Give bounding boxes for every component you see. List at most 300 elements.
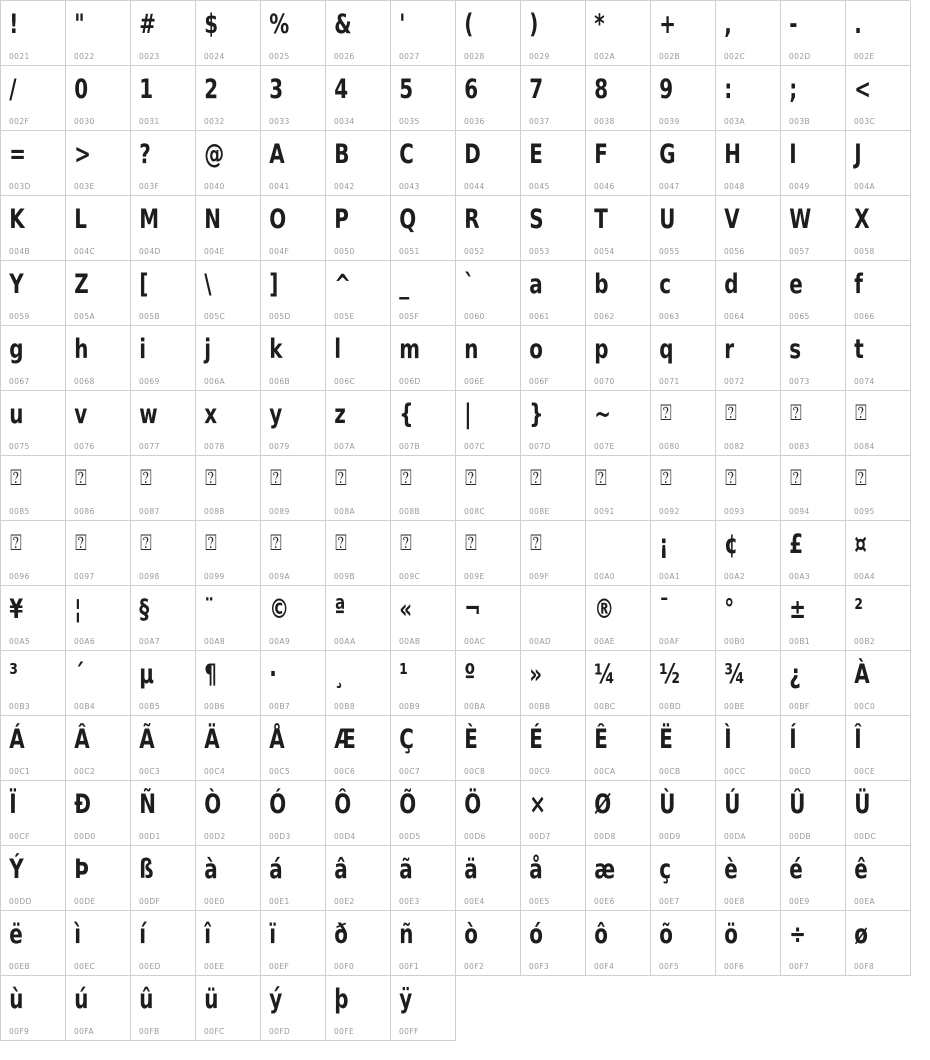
glyph-cell[interactable] — [586, 911, 651, 976]
glyph-cell[interactable] — [261, 1, 326, 66]
glyph-cell[interactable] — [521, 846, 586, 911]
glyph-cell[interactable] — [391, 976, 456, 1041]
glyph-cell[interactable] — [261, 716, 326, 781]
glyph-cell[interactable] — [781, 391, 846, 456]
glyph-cell[interactable] — [521, 131, 586, 196]
glyph-codepoint: 0098 — [139, 571, 160, 581]
glyph-cell[interactable] — [66, 1, 131, 66]
glyph-cell[interactable] — [456, 326, 521, 391]
glyph-cell[interactable] — [131, 131, 196, 196]
glyph-cell[interactable] — [196, 196, 261, 261]
glyph-cell[interactable] — [846, 131, 911, 196]
glyph-cell[interactable] — [456, 716, 521, 781]
glyph-cell[interactable] — [651, 1, 716, 66]
glyph-codepoint: 00AE — [594, 636, 616, 646]
glyph-cell[interactable] — [261, 391, 326, 456]
glyph-cell[interactable] — [1, 586, 66, 651]
glyph-cell[interactable] — [586, 846, 651, 911]
glyph-cell[interactable] — [131, 391, 196, 456]
glyph-cell[interactable] — [1, 976, 66, 1041]
glyph-cell[interactable] — [456, 911, 521, 976]
glyph-character: û — [139, 983, 154, 1015]
glyph-character: o — [529, 333, 543, 365]
glyph-codepoint: 0062 — [594, 311, 615, 321]
glyph-cell[interactable] — [521, 651, 586, 716]
glyph-cell[interactable] — [586, 781, 651, 846]
glyph-cell[interactable] — [196, 781, 261, 846]
glyph-cell[interactable] — [261, 846, 326, 911]
glyph-character: m — [399, 333, 420, 365]
glyph-cell[interactable] — [586, 391, 651, 456]
glyph-cell[interactable] — [131, 976, 196, 1041]
glyph-cell[interactable] — [391, 716, 456, 781]
glyph-cell[interactable] — [781, 456, 846, 521]
glyph-cell[interactable] — [261, 521, 326, 586]
glyph-character — [586, 521, 638, 567]
glyph-character: á — [269, 853, 283, 885]
glyph-cell[interactable] — [66, 586, 131, 651]
glyph-cell[interactable] — [846, 196, 911, 261]
glyph-cell[interactable] — [716, 651, 781, 716]
glyph-cell[interactable] — [261, 976, 326, 1041]
glyph-cell[interactable] — [66, 66, 131, 131]
glyph-cell[interactable] — [456, 131, 521, 196]
glyph-codepoint: 003F — [139, 181, 160, 191]
glyph-cell[interactable] — [716, 391, 781, 456]
glyph-cell[interactable] — [456, 66, 521, 131]
glyph-cell[interactable] — [781, 651, 846, 716]
glyph-cell[interactable] — [846, 846, 911, 911]
glyph-codepoint: 007D — [529, 441, 551, 451]
glyph-codepoint: 0023 — [139, 51, 160, 61]
glyph-cell[interactable] — [651, 716, 716, 781]
glyph-cell[interactable] — [716, 521, 781, 586]
glyph-cell[interactable] — [651, 781, 716, 846]
glyph-cell[interactable] — [326, 1, 391, 66]
glyph-cell[interactable] — [1, 716, 66, 781]
glyph-cell[interactable] — [781, 1, 846, 66]
glyph-cell[interactable] — [1, 781, 66, 846]
glyph-codepoint: 00CC — [724, 766, 746, 776]
glyph-cell[interactable] — [846, 1, 911, 66]
glyph-cell[interactable] — [391, 651, 456, 716]
glyph-cell[interactable] — [521, 261, 586, 326]
glyph-cell[interactable] — [131, 586, 196, 651]
glyph-cell[interactable] — [66, 651, 131, 716]
glyph-character: ] — [269, 268, 279, 300]
glyph-cell[interactable] — [1, 196, 66, 261]
glyph-cell[interactable] — [261, 66, 326, 131]
empty-slot — [521, 976, 586, 1041]
glyph-cell[interactable] — [196, 976, 261, 1041]
glyph-character: | — [464, 398, 472, 430]
glyph-cell[interactable] — [391, 1, 456, 66]
glyph-cell[interactable] — [391, 911, 456, 976]
glyph-cell[interactable] — [261, 131, 326, 196]
glyph-cell[interactable] — [66, 391, 131, 456]
glyph-cell[interactable] — [716, 1, 781, 66]
glyph-character: Á — [9, 723, 25, 755]
glyph-cell[interactable] — [716, 846, 781, 911]
glyph-cell[interactable] — [586, 521, 651, 586]
glyph-cell[interactable] — [716, 716, 781, 781]
glyph-codepoint: 0036 — [464, 116, 485, 126]
glyph-cell[interactable] — [586, 716, 651, 781]
glyph-cell[interactable] — [196, 131, 261, 196]
glyph-codepoint: 0048 — [724, 181, 745, 191]
glyph-cell[interactable] — [781, 131, 846, 196]
glyph-cell[interactable] — [196, 261, 261, 326]
glyph-cell[interactable] — [66, 911, 131, 976]
glyph-cell[interactable] — [326, 456, 391, 521]
notdef-box-icon: ⍰ — [335, 466, 347, 491]
glyph-cell[interactable] — [66, 131, 131, 196]
glyph-cell[interactable] — [521, 1, 586, 66]
glyph-character: ¨ — [204, 593, 215, 625]
glyph-codepoint: 0038 — [594, 116, 615, 126]
glyph-cell[interactable] — [716, 261, 781, 326]
glyph-cell[interactable] — [586, 66, 651, 131]
glyph-cell[interactable] — [131, 846, 196, 911]
glyph-cell[interactable] — [781, 326, 846, 391]
glyph-cell[interactable] — [131, 261, 196, 326]
notdef-box-icon: ⍰ — [75, 466, 87, 491]
glyph-cell[interactable] — [781, 781, 846, 846]
glyph-cell[interactable] — [651, 261, 716, 326]
glyph-cell[interactable] — [326, 651, 391, 716]
glyph-cell[interactable] — [1, 1, 66, 66]
glyph-cell[interactable] — [261, 456, 326, 521]
glyph-cell[interactable] — [196, 846, 261, 911]
glyph-character: Q — [399, 203, 417, 235]
glyph-codepoint: 00F2 — [464, 961, 485, 971]
glyph-codepoint: 00AA — [334, 636, 356, 646]
glyph-character: ! — [9, 8, 19, 40]
glyph-cell[interactable] — [651, 326, 716, 391]
glyph-cell[interactable] — [521, 196, 586, 261]
glyph-cell[interactable] — [196, 326, 261, 391]
glyph-cell[interactable] — [1, 456, 66, 521]
glyph-cell[interactable] — [196, 651, 261, 716]
glyph-cell[interactable] — [651, 846, 716, 911]
glyph-cell[interactable] — [131, 521, 196, 586]
glyph-cell[interactable] — [716, 586, 781, 651]
glyph-codepoint: 007C — [464, 441, 486, 451]
glyph-codepoint: 00DA — [724, 831, 746, 841]
glyph-character: î — [204, 918, 212, 950]
glyph-cell[interactable] — [391, 781, 456, 846]
glyph-cell[interactable] — [326, 586, 391, 651]
glyph-cell[interactable] — [456, 196, 521, 261]
glyph-character: q — [659, 333, 674, 365]
glyph-cell[interactable] — [716, 66, 781, 131]
glyph-cell[interactable] — [846, 586, 911, 651]
glyph-cell[interactable] — [846, 521, 911, 586]
glyph-codepoint: 003A — [724, 116, 746, 126]
glyph-cell[interactable] — [326, 326, 391, 391]
glyph-codepoint: 00C6 — [334, 766, 356, 776]
glyph-cell[interactable] — [586, 586, 651, 651]
glyph-cell[interactable] — [456, 586, 521, 651]
glyph-cell[interactable] — [846, 261, 911, 326]
notdef-box-icon: ⍰ — [140, 531, 152, 556]
glyph-character: . — [854, 8, 862, 40]
glyph-codepoint: 00F8 — [854, 961, 875, 971]
glyph-cell[interactable] — [846, 716, 911, 781]
glyph-cell[interactable] — [326, 196, 391, 261]
glyph-cell[interactable] — [131, 651, 196, 716]
glyph-character: Õ — [399, 788, 417, 820]
glyph-cell[interactable] — [326, 521, 391, 586]
glyph-character: D — [464, 138, 481, 170]
glyph-cell[interactable] — [261, 196, 326, 261]
glyph-cell[interactable] — [391, 66, 456, 131]
glyph-character: Ë — [659, 723, 673, 755]
glyph-character: " — [74, 8, 85, 40]
glyph-cell[interactable] — [456, 651, 521, 716]
glyph-cell[interactable] — [521, 781, 586, 846]
glyph-cell[interactable] — [261, 586, 326, 651]
glyph-cell[interactable] — [66, 781, 131, 846]
glyph-cell[interactable] — [781, 66, 846, 131]
glyph-cell[interactable] — [391, 261, 456, 326]
glyph-cell[interactable] — [131, 326, 196, 391]
glyph-cell[interactable] — [716, 131, 781, 196]
glyph-cell[interactable] — [196, 1, 261, 66]
glyph-cell[interactable] — [716, 196, 781, 261]
glyph-cell[interactable] — [846, 326, 911, 391]
glyph-character: ( — [464, 8, 474, 40]
glyph-character: Ò — [204, 788, 222, 820]
glyph-codepoint: 00C9 — [529, 766, 551, 776]
glyph-cell[interactable] — [456, 391, 521, 456]
glyph-cell[interactable] — [131, 911, 196, 976]
glyph-cell[interactable] — [326, 391, 391, 456]
glyph-character: ù — [9, 983, 24, 1015]
glyph-cell[interactable] — [846, 651, 911, 716]
glyph-cell[interactable] — [261, 651, 326, 716]
glyph-cell[interactable] — [456, 456, 521, 521]
glyph-cell[interactable] — [586, 1, 651, 66]
glyph-cell[interactable] — [196, 586, 261, 651]
glyph-cell[interactable] — [261, 261, 326, 326]
glyph-codepoint: 00B7 — [269, 701, 291, 711]
glyph-cell[interactable] — [66, 456, 131, 521]
glyph-codepoint: 00DB — [789, 831, 812, 841]
glyph-cell[interactable] — [586, 456, 651, 521]
glyph-cell[interactable] — [521, 521, 586, 586]
glyph-cell[interactable] — [781, 196, 846, 261]
glyph-cell[interactable] — [66, 976, 131, 1041]
glyph-cell[interactable] — [391, 131, 456, 196]
glyph-cell[interactable] — [131, 456, 196, 521]
glyph-cell[interactable] — [131, 66, 196, 131]
glyph-cell[interactable] — [456, 846, 521, 911]
glyph-cell[interactable] — [781, 586, 846, 651]
glyph-cell[interactable] — [196, 911, 261, 976]
glyph-cell[interactable] — [391, 391, 456, 456]
glyph-cell[interactable] — [716, 781, 781, 846]
glyph-character: O — [269, 203, 287, 235]
glyph-cell[interactable] — [391, 326, 456, 391]
glyph-cell[interactable] — [651, 196, 716, 261]
glyph-cell[interactable] — [521, 586, 586, 651]
glyph-cell[interactable] — [131, 781, 196, 846]
glyph-cell[interactable] — [456, 261, 521, 326]
glyph-character: ) — [529, 8, 539, 40]
glyph-cell[interactable] — [846, 391, 911, 456]
glyph-cell[interactable] — [66, 716, 131, 781]
glyph-cell[interactable] — [456, 781, 521, 846]
glyph-cell[interactable] — [196, 66, 261, 131]
glyph-cell[interactable] — [391, 456, 456, 521]
glyph-cell[interactable] — [1, 66, 66, 131]
glyph-character: â — [334, 853, 348, 885]
glyph-character: ¡ — [659, 528, 669, 560]
glyph-codepoint: 004A — [854, 181, 876, 191]
glyph-cell[interactable] — [1, 651, 66, 716]
glyph-cell[interactable] — [781, 846, 846, 911]
glyph-cell[interactable] — [456, 1, 521, 66]
glyph-cell[interactable] — [521, 716, 586, 781]
glyph-cell[interactable] — [326, 131, 391, 196]
glyph-cell[interactable] — [326, 716, 391, 781]
glyph-cell[interactable] — [521, 326, 586, 391]
glyph-cell[interactable] — [196, 456, 261, 521]
glyph-cell[interactable] — [391, 586, 456, 651]
glyph-cell[interactable] — [651, 651, 716, 716]
glyph-codepoint: 00BE — [724, 701, 746, 711]
glyph-cell[interactable] — [66, 326, 131, 391]
glyph-codepoint: 0097 — [74, 571, 95, 581]
glyph-cell[interactable] — [131, 196, 196, 261]
glyph-cell[interactable] — [391, 846, 456, 911]
glyph-cell[interactable] — [456, 521, 521, 586]
glyph-character: ª — [334, 593, 346, 625]
glyph-cell[interactable] — [1, 911, 66, 976]
glyph-cell[interactable] — [66, 196, 131, 261]
glyph-cell[interactable] — [846, 456, 911, 521]
glyph-cell[interactable] — [781, 716, 846, 781]
glyph-cell[interactable] — [196, 391, 261, 456]
glyph-codepoint: 0076 — [74, 441, 95, 451]
glyph-cell[interactable] — [716, 456, 781, 521]
glyph-cell[interactable] — [326, 781, 391, 846]
glyph-cell[interactable] — [196, 521, 261, 586]
glyph-codepoint: 0083 — [789, 441, 810, 451]
glyph-codepoint: 0022 — [74, 51, 95, 61]
glyph-codepoint: 00ED — [139, 961, 161, 971]
glyph-character: Ó — [269, 788, 287, 820]
glyph-cell[interactable] — [846, 66, 911, 131]
glyph-cell[interactable] — [846, 911, 911, 976]
glyph-character: a — [529, 268, 543, 300]
glyph-character: L — [74, 203, 87, 235]
glyph-cell[interactable] — [391, 196, 456, 261]
glyph-character: ú — [74, 983, 89, 1015]
glyph-cell[interactable] — [1, 521, 66, 586]
glyph-character: · — [269, 658, 277, 690]
glyph-cell[interactable] — [651, 131, 716, 196]
glyph-character: A — [269, 138, 285, 170]
glyph-cell[interactable] — [846, 781, 911, 846]
glyph-codepoint: 00F1 — [399, 961, 420, 971]
glyph-cell[interactable] — [391, 521, 456, 586]
glyph-cell[interactable] — [521, 66, 586, 131]
glyph-cell[interactable] — [781, 521, 846, 586]
glyph-cell[interactable] — [521, 456, 586, 521]
glyph-cell[interactable] — [651, 391, 716, 456]
glyph-cell[interactable] — [521, 391, 586, 456]
glyph-cell[interactable] — [716, 326, 781, 391]
glyph-codepoint: 0058 — [854, 246, 875, 256]
glyph-cell[interactable] — [261, 781, 326, 846]
glyph-character: } — [529, 398, 544, 430]
glyph-cell[interactable] — [586, 131, 651, 196]
glyph-character: µ — [139, 658, 154, 690]
glyph-codepoint: 00BC — [594, 701, 616, 711]
glyph-character: c — [659, 268, 672, 300]
glyph-cell[interactable] — [1, 846, 66, 911]
glyph-cell[interactable] — [521, 911, 586, 976]
glyph-cell[interactable] — [781, 911, 846, 976]
glyph-cell[interactable] — [131, 716, 196, 781]
notdef-box-icon: ⍰ — [335, 531, 347, 556]
glyph-cell[interactable] — [131, 1, 196, 66]
glyph-cell[interactable] — [1, 131, 66, 196]
glyph-cell[interactable] — [651, 911, 716, 976]
glyph-codepoint: 00EA — [854, 896, 876, 906]
glyph-cell[interactable] — [651, 456, 716, 521]
notdef-box-icon: ⍰ — [530, 531, 542, 556]
glyph-character: « — [399, 593, 413, 625]
glyph-cell[interactable] — [1, 326, 66, 391]
glyph-character: ´ — [74, 658, 85, 690]
glyph-cell[interactable] — [586, 261, 651, 326]
glyph-character: w — [139, 398, 158, 430]
glyph-cell[interactable] — [196, 716, 261, 781]
glyph-cell[interactable] — [261, 911, 326, 976]
glyph-cell[interactable] — [66, 846, 131, 911]
glyph-character: § — [139, 593, 150, 625]
glyph-cell[interactable] — [326, 911, 391, 976]
glyph-cell[interactable] — [1, 261, 66, 326]
glyph-character: Ø — [594, 788, 612, 820]
glyph-cell[interactable] — [586, 196, 651, 261]
glyph-codepoint: 00A8 — [204, 636, 226, 646]
glyph-cell[interactable] — [586, 326, 651, 391]
glyph-cell[interactable] — [261, 326, 326, 391]
glyph-cell[interactable] — [651, 586, 716, 651]
glyph-character: X — [854, 203, 870, 235]
glyph-cell[interactable] — [326, 261, 391, 326]
glyph-codepoint: 009B — [334, 571, 356, 581]
glyph-cell[interactable] — [66, 261, 131, 326]
glyph-cell[interactable] — [781, 261, 846, 326]
glyph-character: é — [789, 853, 803, 885]
glyph-cell[interactable] — [1, 391, 66, 456]
glyph-character: ¥ — [9, 593, 24, 625]
glyph-cell[interactable] — [586, 651, 651, 716]
glyph-cell[interactable] — [326, 846, 391, 911]
glyph-cell[interactable] — [326, 976, 391, 1041]
glyph-cell[interactable] — [716, 911, 781, 976]
glyph-cell[interactable] — [651, 521, 716, 586]
glyph-cell[interactable] — [326, 66, 391, 131]
glyph-cell[interactable] — [66, 521, 131, 586]
glyph-character: ¹ — [399, 658, 408, 690]
glyph-cell[interactable] — [651, 66, 716, 131]
